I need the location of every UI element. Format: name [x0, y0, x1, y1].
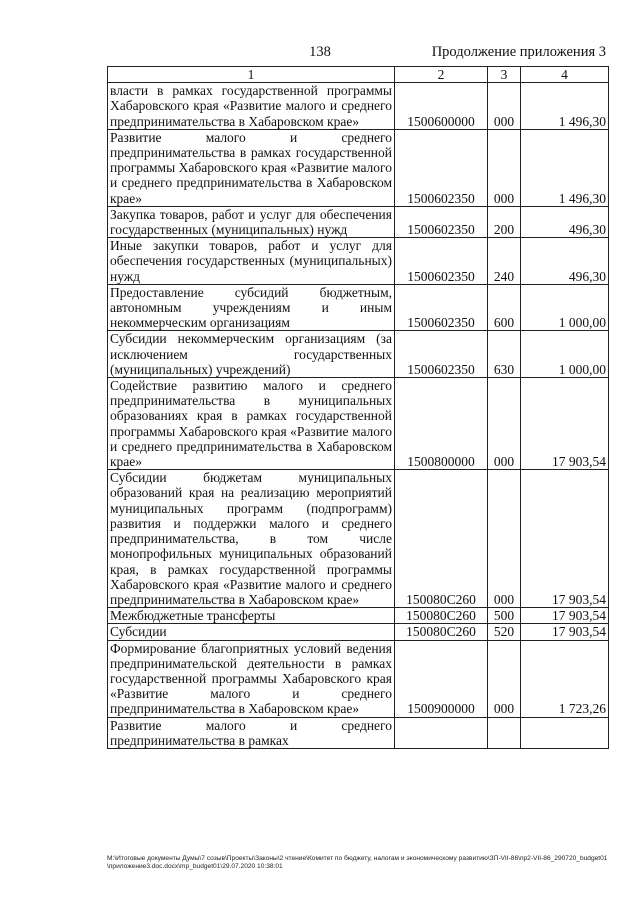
row-sum: 17 903,54	[521, 470, 609, 608]
row-code: 1500602350	[395, 284, 488, 331]
row-sum: 17 903,54	[521, 378, 609, 470]
footer-file-path: М:\Итоговые документы Думы\7 созыв\Проекты\Законы\2 чтение\Комитет по бюджету, налогам и экономическому развитию\ЗП-VII-86\пр2-VII-86_290720_budget01\приложение3.doc.docx\mp_budget01\29.07.2020 10:38:01	[107, 855, 608, 870]
row-sum: 1 000,00	[521, 284, 609, 331]
row-code: 1500602350	[395, 331, 488, 378]
row-name: Закупка товаров, работ и услуг для обеспечения государственных (муниципальных) нужд	[108, 206, 395, 237]
row-name: Субсидии некоммерческим организациям (за исключением государственных (муниципальных) учреждений)	[108, 331, 395, 378]
row-code: 150080С260	[395, 624, 488, 640]
table-row	[108, 470, 609, 608]
row-sum: 1 496,30	[521, 129, 609, 206]
row-name: Содействие развитию малого и среднего предпринимательства в муниципальных образованиях края в рамках государственной программы Хабаровского края «Развитие малого и среднего предпринимательства в Хабаровском крае»	[108, 378, 395, 470]
row-name: Субсидии бюджетам муниципальных образований края на реализацию мероприятий муниципальных программ (подпрограмм) развития и поддержки малого и среднего предпринимательства, в том числе монопрофильных муниципальных образований края, в рамках государственной программы Хабаровского края «Развитие малого и среднего предпринимательства в Хабаровском крае»	[108, 470, 395, 608]
row-name: Предоставление субсидий бюджетным, автономным учреждениям и иным некоммерческим организациям	[108, 284, 395, 331]
row-name: власти в рамках государственной программы Хабаровского края «Развитие малого и среднего предпринимательства в Хабаровском крае»	[108, 83, 395, 130]
row-code: 150080С260	[395, 608, 488, 624]
row-sum: 1 000,00	[521, 331, 609, 378]
row-sum: 1 723,26	[521, 640, 609, 717]
row-kind: 200	[488, 206, 521, 237]
row-kind: 630	[488, 331, 521, 378]
page-number: 138	[309, 44, 331, 60]
table-row	[108, 206, 609, 237]
row-name: Формирование благоприятных условий ведения предпринимательской деятельности в рамках государственной программы Хабаровского края «Развитие малого и среднего предпринимательства в Хабаровском крае»	[108, 640, 395, 717]
row-code: 1500602350	[395, 129, 488, 206]
column-header: 3	[488, 67, 521, 83]
row-name: Межбюджетные трансферты	[108, 608, 395, 624]
continuation-label: Продолжение приложения 3	[431, 44, 606, 60]
row-kind: 000	[488, 83, 521, 130]
table-row	[108, 624, 609, 640]
table-row	[108, 238, 609, 285]
row-code: 1500602350	[395, 206, 488, 237]
table-row	[108, 717, 609, 748]
row-code: 1500800000	[395, 378, 488, 470]
table-row	[108, 129, 609, 206]
row-code: 1500602350	[395, 238, 488, 285]
row-kind: 000	[488, 129, 521, 206]
row-kind: 000	[488, 378, 521, 470]
row-sum: 17 903,54	[521, 608, 609, 624]
table-row	[108, 640, 609, 717]
row-sum: 1 496,30	[521, 83, 609, 130]
row-sum: 496,30	[521, 238, 609, 285]
row-kind: 000	[488, 470, 521, 608]
column-header: 2	[395, 67, 488, 83]
row-kind: 600	[488, 284, 521, 331]
row-name: Развитие малого и среднего предпринимательства в рамках	[108, 717, 395, 748]
row-kind: 000	[488, 640, 521, 717]
row-kind: 500	[488, 608, 521, 624]
row-code	[395, 717, 488, 748]
row-sum: 496,30	[521, 206, 609, 237]
column-header: 1	[108, 67, 395, 83]
row-code: 150080С260	[395, 470, 488, 608]
budget-table	[107, 66, 609, 749]
row-code: 1500600000	[395, 83, 488, 130]
row-name: Иные закупки товаров, работ и услуг для обеспечения государственных (муниципальных) нужд	[108, 238, 395, 285]
row-sum	[521, 717, 609, 748]
table-row	[108, 331, 609, 378]
row-kind	[488, 717, 521, 748]
row-kind: 520	[488, 624, 521, 640]
row-name: Развитие малого и среднего предпринимательства в рамках государственной программы Хабаровского края «Развитие малого и среднего предпринимательства в Хабаровском крае»	[108, 129, 395, 206]
table-row	[108, 608, 609, 624]
table-header-row	[108, 67, 609, 83]
table-row	[108, 284, 609, 331]
row-code: 1500900000	[395, 640, 488, 717]
table-row	[108, 83, 609, 130]
row-sum: 17 903,54	[521, 624, 609, 640]
column-header: 4	[521, 67, 609, 83]
row-kind: 240	[488, 238, 521, 285]
row-name: Субсидии	[108, 624, 395, 640]
table-row	[108, 378, 609, 470]
